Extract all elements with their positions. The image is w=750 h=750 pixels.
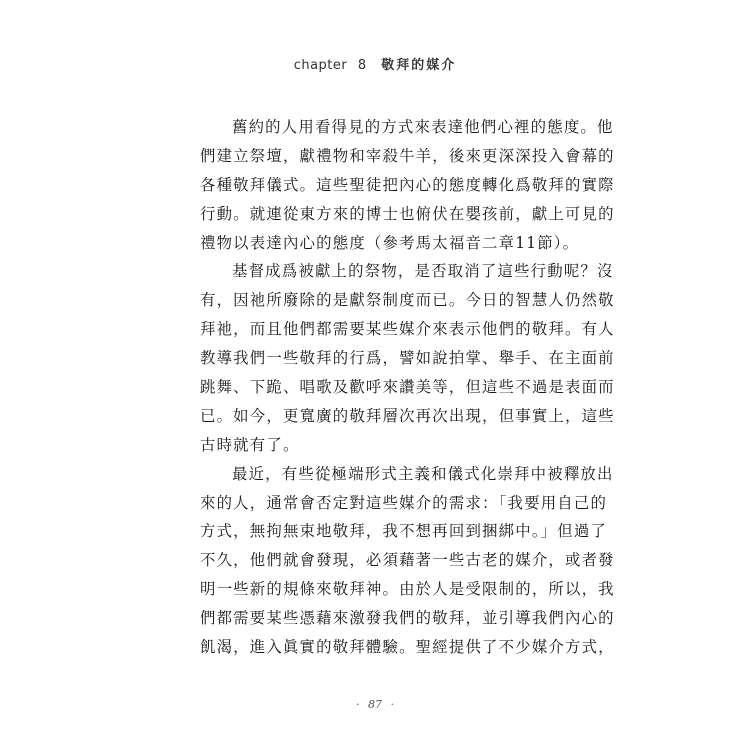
page-number: 87 [368, 698, 382, 711]
text-line: 已。如今，更寬廣的敬拜層次再次出現，但事實上，這些 [200, 406, 615, 425]
text-line: 行動。就連從東方來的博士也俯伏在嬰孩前，獻上可見的 [200, 204, 615, 223]
text-line: 不久，他們就會發現，必須藉著一些古老的媒介，或者發 [200, 551, 615, 570]
text-line: 飢渴，進入眞實的敬拜體驗。聖經提供了不少媒介方式， [200, 638, 615, 657]
text-line: 最近，有些從極端形式主義和儀式化崇拜中被釋放出 [232, 464, 614, 483]
text-line: 們都需要某些憑藉來激發我們的敬拜，並引導我們內心的 [200, 609, 615, 628]
footer-dot-left: · [356, 698, 360, 711]
text-line: 舊約的人用看得見的方式來表達他們心裡的態度。他 [232, 118, 614, 136]
chapter-title: 敬拜的媒介 [381, 58, 457, 73]
text-line: 明一些新的規條來敬拜神。由於人是受限制的，所以，我 [200, 580, 615, 599]
text-line: 基督成爲被獻上的祭物，是否取消了這些行動呢？沒 [232, 262, 614, 281]
running-header [0, 54, 750, 73]
text-line: 有，因祂所廢除的是獻祭制度而已。今日的智慧人仍然敬 [200, 291, 615, 310]
text-line: 拜祂，而且他們都需要某些媒介來表示他們的敬拜。有人 [200, 320, 615, 339]
chapter-label: chapter [293, 58, 348, 73]
text-line: 們建立祭壇，獻禮物和宰殺牛羊，後來更深深投入會幕的 [200, 146, 615, 165]
text-line: 禮物以表達內心的態度（參考馬太福音二章11節）。 [200, 233, 580, 252]
text-line: 方式，無拘無束地敬拜，我不想再回到捆綁中。」但過了 [200, 522, 608, 541]
text-line: 來的人，通常會否定對這些媒介的需求：「我要用自己的 [200, 493, 608, 512]
body-text [200, 113, 615, 662]
page-footer [0, 698, 750, 711]
text-line: 古時就有了。 [200, 435, 300, 454]
text-line: 跳舞、下跪、唱歌及歡呼來讚美等，但這些不過是表面而 [200, 378, 615, 397]
text-line: 各種敬拜儀式。這些聖徒把內心的態度轉化爲敬拜的實際 [200, 175, 615, 194]
footer-dot-right: · [390, 698, 394, 711]
chapter-number: 8 [357, 58, 367, 73]
text-line: 教導我們一些敬拜的行爲，譬如說拍掌、舉手、在主面前 [200, 349, 615, 368]
